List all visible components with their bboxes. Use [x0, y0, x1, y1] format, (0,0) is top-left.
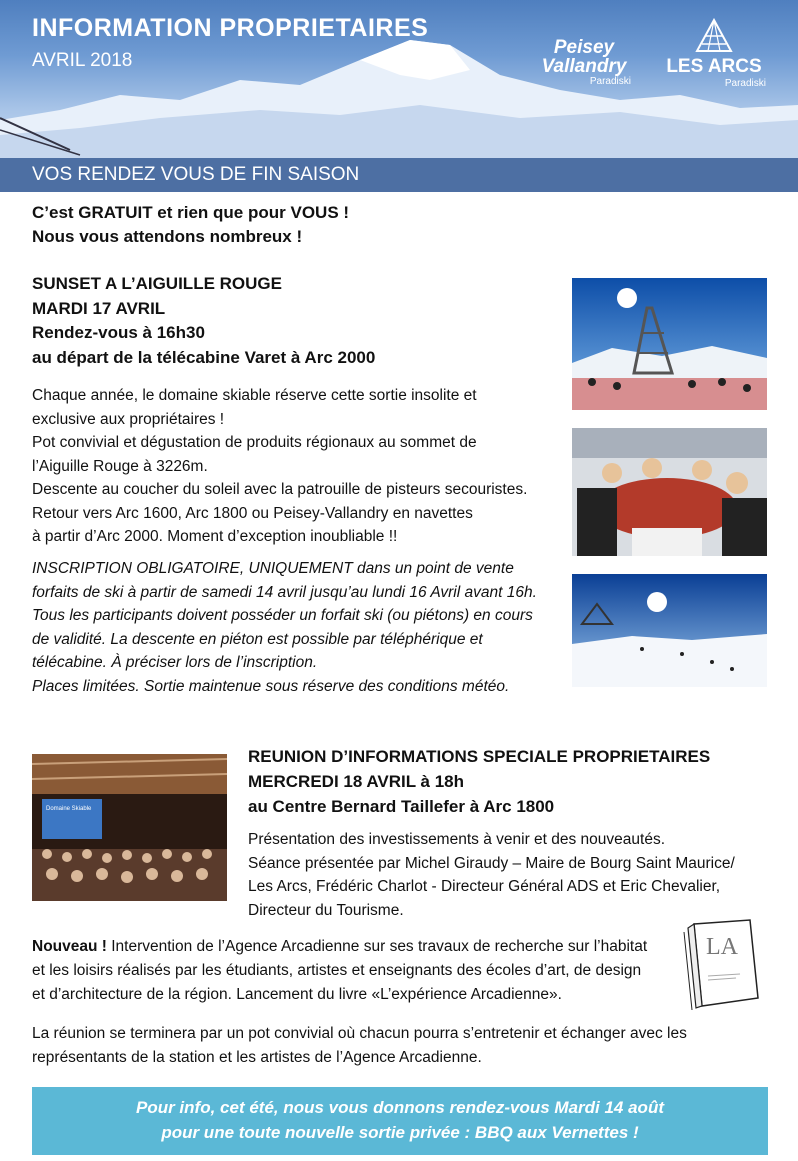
newsletter-date: AVRIL 2018	[32, 50, 133, 71]
nouveau-text: Intervention de l’Agence Arcadienne sur ses travaux de recherche sur l’habitat	[106, 938, 648, 955]
intro-line: C’est GRATUIT et rien que pour VOUS !	[32, 203, 350, 222]
banner-text	[32, 1087, 768, 1145]
logo-line2: Vallandry	[541, 56, 627, 77]
body-line: Présentation des investissements à venir et des nouveautés.	[248, 831, 666, 848]
nouveau-paragraph	[32, 935, 682, 1007]
section-band-title: VOS RENDEZ VOUS DE FIN SAISON	[32, 164, 360, 185]
book-initials: LA	[706, 934, 738, 960]
body-line: Descente au coucher du soleil avec la patrouille de pisteurs secouristes.	[32, 481, 528, 498]
heading-line: MERCREDI 18 AVRIL à 18h	[248, 772, 465, 791]
body-line: à partir d’Arc 2000. Moment d’exception inoubliable !!	[32, 528, 398, 545]
sunset-body	[32, 384, 572, 549]
heading-line: au Centre Bernard Taillefer à Arc 1800	[248, 797, 555, 816]
body-line: Chaque année, le domaine skiable réserve cette sortie insolite et	[32, 387, 477, 404]
aperitif-photo	[572, 428, 767, 556]
summit-sunset-photo	[572, 574, 767, 687]
notice-line: INSCRIPTION OBLIGATOIRE, UNIQUEMENT dans un point de vente	[32, 560, 514, 577]
meeting-body	[248, 828, 770, 922]
closing-line: La réunion se terminera par un pot convivial où chacun pourra s’entretenir et échanger avec les	[32, 1025, 687, 1042]
notice-line: forfaits de ski à partir de samedi 14 avril jusqu’au lundi 16 Avril avant 16h.	[32, 583, 537, 601]
notice-line: Places limitées. Sortie maintenue sous réserve des conditions météo.	[32, 677, 510, 695]
section-band	[0, 158, 798, 192]
header-banner	[0, 0, 798, 158]
logo-name: LES ARCS	[666, 56, 762, 77]
closing-line: représentants de la station et les artistes de l’Agence Arcadienne.	[32, 1049, 482, 1066]
body-line: Séance présentée par Michel Giraudy – Maire de Bourg Saint Maurice/	[248, 854, 735, 872]
banner-line1: Pour info, cet été, nous vous donnons rendez-vous Mardi 14 août	[135, 1098, 664, 1117]
notice-line: télécabine. À préciser lors de l’inscription.	[32, 654, 318, 671]
summer-info-banner	[32, 1087, 768, 1155]
banner-line2: pour une toute nouvelle sortie privée : BBQ aux Vernettes !	[161, 1123, 639, 1142]
newsletter-title: INFORMATION PROPRIETAIRES	[32, 14, 429, 42]
aiguille-rouge-photo	[572, 278, 767, 410]
sunset-heading	[32, 272, 375, 370]
closing-paragraph	[32, 1022, 772, 1070]
meeting-heading	[248, 744, 710, 819]
body-line: Retour vers Arc 1600, Arc 1800 ou Peisey-Vallandry en navettes	[32, 504, 473, 522]
intro-line: Nous vous attendons nombreux !	[32, 227, 303, 246]
logo-tag: Paradiski	[589, 76, 631, 87]
les-arcs-emblem-icon	[694, 18, 734, 54]
heading-line: MARDI 17 AVRIL	[32, 298, 166, 318]
screen-text: Domaine Skiable	[46, 806, 92, 812]
heading-line: Rendez-vous à 16h30	[32, 323, 205, 342]
sunset-notice	[32, 557, 572, 698]
intro-text	[32, 201, 349, 249]
logo-line1: Peisey	[553, 37, 615, 58]
heading-line: REUNION D’INFORMATIONS SPECIALE PROPRIETAIRES	[248, 747, 711, 766]
nouveau-line	[32, 935, 682, 959]
nouveau-line: et d’architecture de la région. Lancement du livre «L’expérience Arcadienne».	[32, 986, 562, 1003]
body-line: exclusive aux propriétaires !	[32, 410, 225, 428]
body-line: Les Arcs, Frédéric Charlot - Directeur Général ADS et Eric Chevalier,	[248, 878, 721, 895]
book-icon	[680, 918, 762, 1010]
notice-line: Tous les participants doivent posséder un forfait ski (ou piétons) en cours	[32, 607, 533, 624]
les-arcs-logo	[658, 18, 770, 89]
logo-tag: Paradiski	[724, 78, 766, 89]
auditorium-photo	[32, 754, 227, 901]
notice-line: de validité. La descente en piéton est possible par téléphérique et	[32, 630, 483, 648]
heading-line: au départ de la télécabine Varet à Arc 2000	[32, 347, 376, 367]
body-line: Pot convivial et dégustation de produits régionaux au sommet de	[32, 434, 477, 451]
peisey-vallandry-logo	[525, 38, 643, 87]
nouveau-label: Nouveau !	[32, 938, 107, 955]
nouveau-line: et les loisirs réalisés par les étudiants, artistes et enseignants des écoles d’art, de design	[32, 962, 642, 979]
heading-line: SUNSET A L’AIGUILLE ROUGE	[32, 274, 282, 293]
body-line: l’Aiguille Rouge à 3226m.	[32, 457, 208, 475]
body-line: Directeur du Tourisme.	[248, 901, 404, 919]
